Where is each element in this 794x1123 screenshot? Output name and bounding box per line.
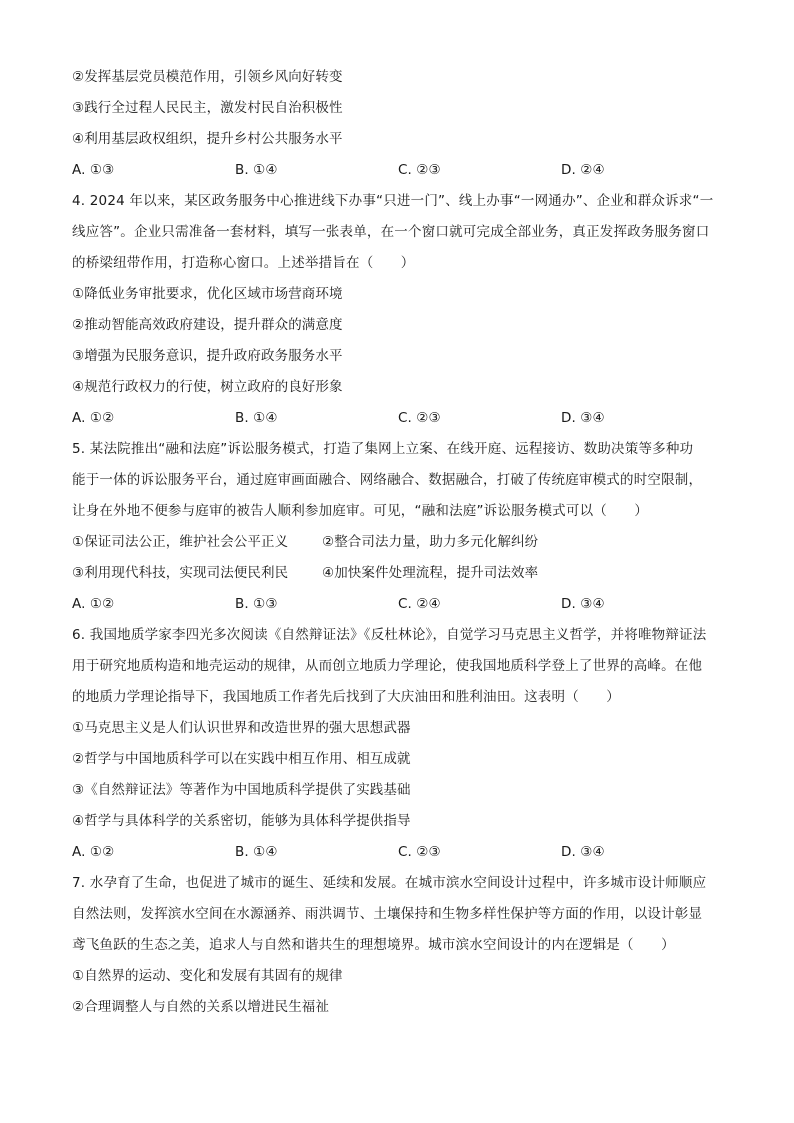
choice-item: ③利用现代科技，实现司法便民利民 (72, 565, 289, 581)
question-4 (72, 186, 728, 434)
option-d: D. ③④ (561, 596, 605, 612)
choice-item: ③《自然辩证法》等著作为中国地质科学提供了实践基础 (72, 782, 411, 798)
answer-options (72, 589, 728, 620)
choice-row (72, 558, 728, 589)
question-stem: 鸢飞鱼跃的生态之美，追求人与自然和谐共生的理想境界。城市滨水空间设计的内在逻辑是（ ） (72, 937, 675, 953)
choice-item: ③践行全过程人民民主，激发村民自治积极性 (72, 100, 343, 116)
choice-item: ④规范行政权力的行使，树立政府的良好形象 (72, 379, 343, 395)
option-d: D. ③④ (561, 844, 605, 860)
option-d: D. ③④ (561, 410, 605, 426)
question-stem: 让身在外地不便参与庭审的被告人顺利参加庭审。可见，“融和法庭”诉讼服务模式可以（ ） (72, 503, 649, 519)
question-5 (72, 434, 728, 620)
question-stem: 能于一体的诉讼服务平台，通过庭审画面融合、网络融合、数据融合，打破了传统庭审模式的时空限制， (72, 472, 703, 488)
question-7 (72, 868, 728, 1023)
choice-item: ③增强为民服务意识，提升政府政务服务水平 (72, 348, 343, 364)
question-stem: 用于研究地质构造和地壳运动的规律，从而创立地质力学理论，使我国地质科学登上了世界的高峰。在他 (72, 658, 703, 674)
choice-item: ①降低业务审批要求，优化区域市场营商环境 (72, 286, 343, 302)
exam-page (72, 62, 728, 1023)
option-a: A. ①② (72, 844, 115, 860)
option-b: B. ①④ (235, 410, 278, 426)
choice-item: ②推动智能高效政府建设，提升群众的满意度 (72, 317, 343, 333)
answer-options (72, 403, 728, 434)
question-stem: 7. 水孕育了生命，也促进了城市的诞生、延续和发展。在城市滨水空间设计过程中，许多城市设计师顺应 (72, 875, 707, 891)
option-b: B. ①④ (235, 844, 278, 860)
question-stem: 4. 2024 年以来，某区政务服务中心推进线下办事“只进一门”、线上办事“一网通办”、企业和群众诉求“一 (72, 193, 714, 209)
question-stem: 6. 我国地质学家李四光多次阅读《自然辩证法》《反杜林论》，自觉学习马克思主义哲学，并将唯物辩证法 (72, 627, 707, 643)
question-stem: 的地质力学理论指导下，我国地质工作者先后找到了大庆油田和胜利油田。这表明（ ） (72, 689, 620, 705)
option-a: A. ①② (72, 410, 115, 426)
prev-question (72, 62, 728, 186)
question-stem: 线应答”。企业只需准备一套材料，填写一张表单，在一个窗口就可完成全部业务，真正发挥政务服务窗口 (72, 224, 710, 240)
option-c: C. ②③ (398, 844, 441, 860)
answer-options (72, 837, 728, 868)
option-d: D. ②④ (561, 162, 605, 178)
choice-item: ④加快案件处理流程，提升司法效率 (322, 565, 539, 581)
answer-options (72, 155, 728, 186)
choice-item: ④哲学与具体科学的关系密切，能够为具体科学提供指导 (72, 813, 411, 829)
choice-item: ①自然界的运动、变化和发展有其固有的规律 (72, 968, 343, 984)
option-c: C. ②③ (398, 162, 441, 178)
choice-item: ④利用基层政权组织，提升乡村公共服务水平 (72, 131, 343, 147)
question-stem: 自然法则，发挥滨水空间在水源涵养、雨洪调节、土壤保持和生物多样性保护等方面的作用，以设计彰显 (72, 906, 703, 922)
choice-row (72, 527, 728, 558)
option-b: B. ①③ (235, 596, 278, 612)
option-a: A. ①② (72, 596, 115, 612)
choice-item: ②哲学与中国地质科学可以在实践中相互作用、相互成就 (72, 751, 411, 767)
question-stem: 5. 某法院推出“融和法庭”诉讼服务模式，打造了集网上立案、在线开庭、远程接访、数助决策等多种功 (72, 441, 694, 457)
question-6 (72, 620, 728, 868)
option-c: C. ②④ (398, 596, 441, 612)
choice-item: ②合理调整人与自然的关系以增进民生福祉 (72, 999, 330, 1015)
choice-item: ②发挥基层党员模范作用，引领乡风向好转变 (72, 69, 343, 85)
question-stem: 的桥梁纽带作用，打造称心窗口。上述举措旨在（ ） (72, 255, 415, 271)
choice-item: ①保证司法公正，维护社会公平正义 (72, 534, 289, 550)
choice-item: ②整合司法力量，助力多元化解纠纷 (322, 534, 539, 550)
choice-item: ①马克思主义是人们认识世界和改造世界的强大思想武器 (72, 720, 411, 736)
option-b: B. ①④ (235, 162, 278, 178)
option-c: C. ②③ (398, 410, 441, 426)
option-a: A. ①③ (72, 162, 115, 178)
